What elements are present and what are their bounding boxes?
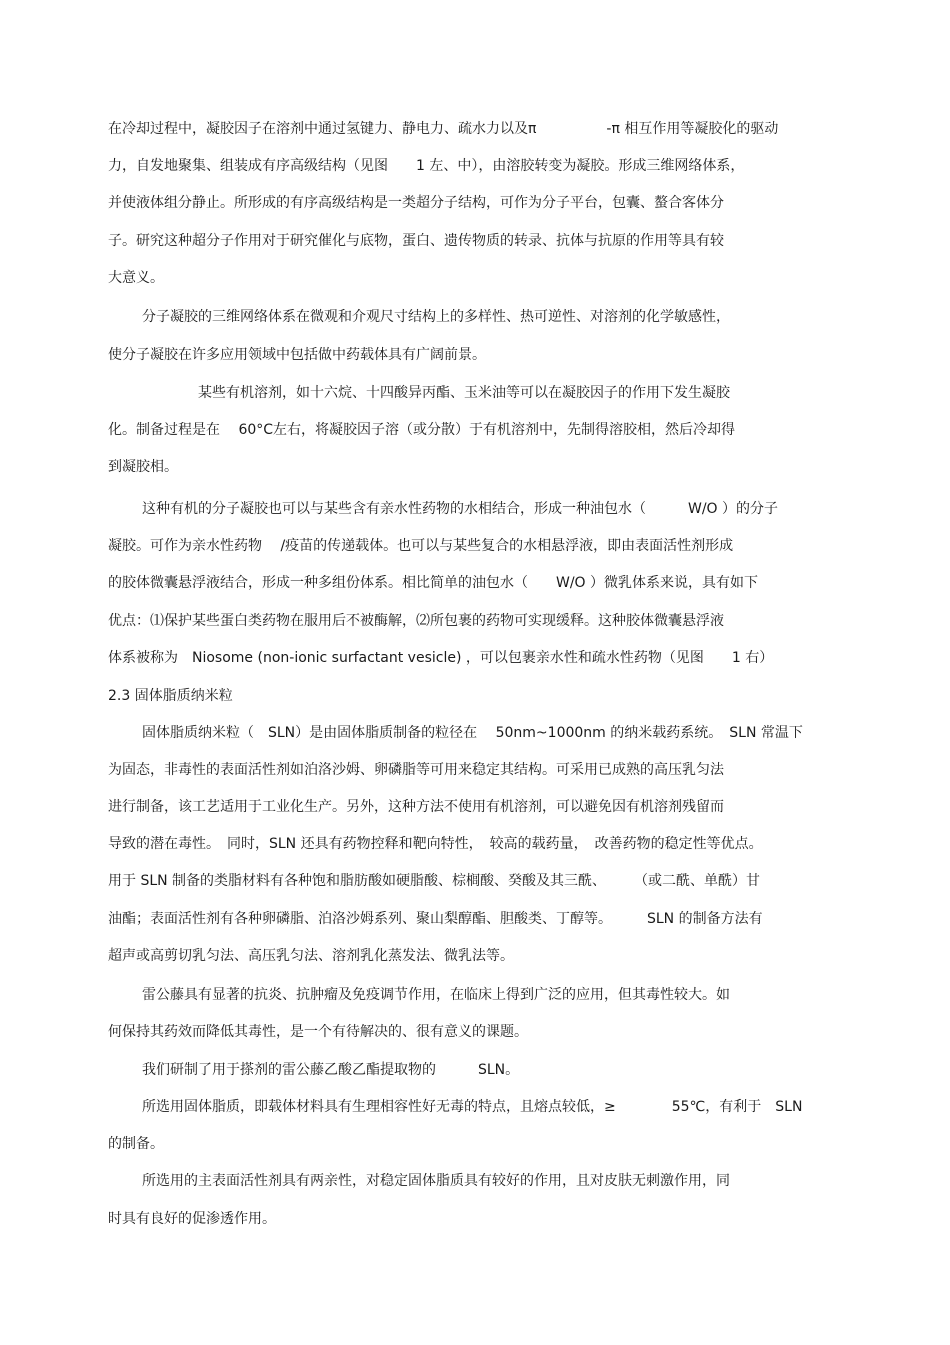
text-line: 导致的潜在毒性。 同时，SLN 还具有药物控释和靶向特性， 较高的载药量， 改善药物的稳定性等优点。	[108, 836, 763, 852]
text-line: 超声或高剪切乳匀法、高压乳匀法、溶剂乳化蒸发法、微乳法等。	[108, 948, 514, 964]
text-line: 子。研究这种超分子作用对于研究催化与底物，蛋白、遗传物质的转录、抗体与抗原的作用等具有较	[108, 233, 724, 249]
text-line: 我们研制了用于搽剂的雷公藤乙酸乙酯提取物的 SLN。	[142, 1062, 520, 1078]
text-line: 的胶体微囊悬浮液结合，形成一种多组份体系。相比简单的油包水（ W/O ）微乳体系来说，具有如下	[108, 575, 759, 591]
text-line: 固体脂质纳米粒（ SLN）是由固体脂质制备的粒径在 50nm~1000nm 的纳米载药系统。 SLN 常温下	[142, 725, 803, 741]
text-line: 化。制备过程是在 60°C左右，将凝胶因子溶（或分散）于有机溶剂中，先制得溶胶相，然后冷却得	[108, 422, 736, 438]
text-line: 某些有机溶剂，如十六烷、十四酸异丙酯、玉米油等可以在凝胶因子的作用下发生凝胶	[198, 385, 730, 401]
text-line: 的制备。	[108, 1136, 164, 1152]
text-line: 为固态，非毒性的表面活性剂如泊洛沙姆、卵磷脂等可用来稳定其结构。可采用已成熟的高压乳匀法	[108, 762, 724, 778]
text-line: 优点：⑴保护某些蛋白类药物在服用后不被酶解，⑵所包裹的药物可实现缓释。这种胶体微囊悬浮液	[108, 613, 724, 629]
text-line: 用于 SLN 制备的类脂材料有各种饱和脂肪酸如硬脂酸、棕榈酸、癸酸及其三酰、 （或二酰、单酰）甘	[108, 873, 761, 889]
text-line: 进行制备，该工艺适用于工业化生产。另外，这种方法不使用有机溶剂，可以避免因有机溶剂残留而	[108, 799, 724, 815]
text-line: 油酯；表面活性剂有各种卵磷脂、泊洛沙姆系列、聚山梨醇酯、胆酸类、丁醇等。 SLN 的制备方法有	[108, 911, 763, 927]
text-line: 并使液体组分静止。所形成的有序高级结构是一类超分子结构，可作为分子平台，包囊、螯合客体分	[108, 195, 724, 211]
text-line: 所选用的主表面活性剂具有两亲性，对稳定固体脂质具有较好的作用，且对皮肤无刺激作用，同	[142, 1173, 730, 1189]
text-line: 雷公藤具有显著的抗炎、抗肿瘤及免疫调节作用，在临床上得到广泛的应用，但其毒性较大。如	[142, 987, 730, 1003]
text-line: 到凝胶相。	[108, 459, 178, 475]
text-line: 分子凝胶的三维网络体系在微观和介观尺寸结构上的多样性、热可逆性、对溶剂的化学敏感性，	[142, 309, 730, 325]
text-line: 这种有机的分子凝胶也可以与某些含有亲水性药物的水相结合，形成一种油包水（ W/O ）的分子	[142, 501, 779, 517]
text-line: 使分子凝胶在许多应用领域中包括做中药载体具有广阔前景。	[108, 347, 486, 363]
text-line: 何保持其药效而降低其毒性，是一个有待解决的、很有意义的课题。	[108, 1024, 528, 1040]
text-line: 凝胶。可作为亲水性药物 /疫苗的传递载体。也可以与某些复合的水相悬浮液，即由表面活性剂形成	[108, 538, 734, 554]
text-line: 体系被称为 Niosome (non-ionic surfactant vesicle) ，可以包裹亲水性和疏水性药物（见图 1 右）	[108, 650, 774, 666]
section-heading: 2.3 固体脂质纳米粒	[108, 688, 233, 704]
text-line: 所选用固体脂质，即载体材料具有生理相容性好无毒的特点，且熔点较低，≥ 55℃，有利于 SLN	[142, 1099, 803, 1115]
text-line: 大意义。	[108, 270, 164, 286]
text-line: 在冷却过程中，凝胶因子在溶剂中通过氢键力、静电力、疏水力以及π -π 相互作用等凝胶化的驱动	[108, 121, 779, 137]
text-line: 时具有良好的促渗透作用。	[108, 1211, 276, 1227]
text-line: 力，自发地聚集、组装成有序高级结构（见图 1 左、中），由溶胶转变为凝胶。形成三维网络体系，	[108, 158, 745, 174]
